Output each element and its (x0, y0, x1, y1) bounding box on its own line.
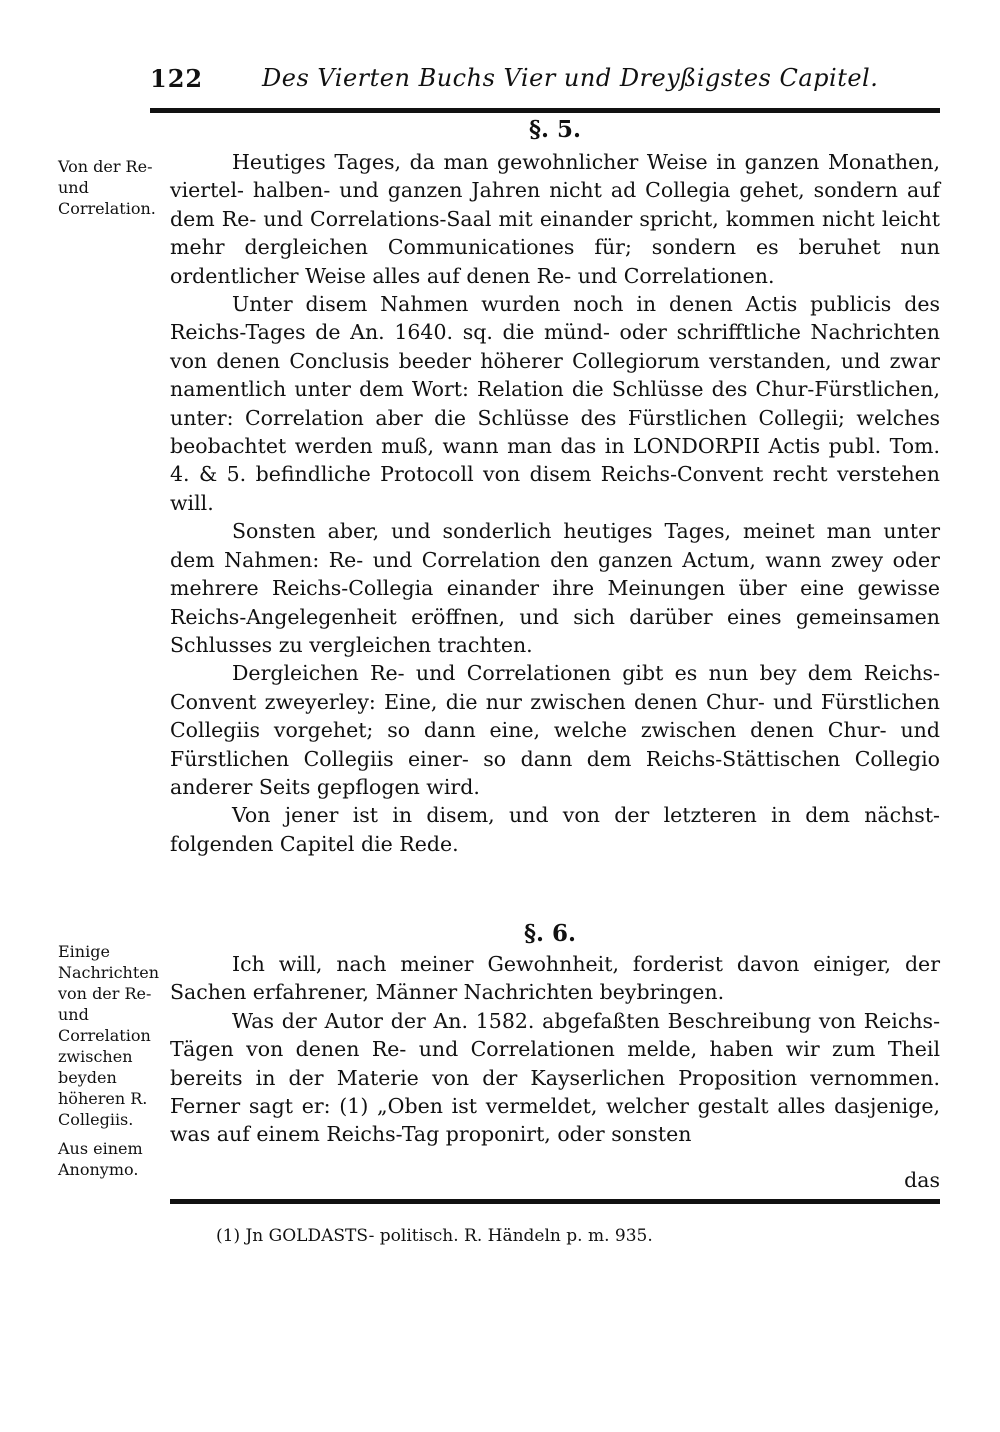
margin-note-section-5: Von der Re- und Correlation. (58, 157, 156, 218)
page-number: 122 (150, 64, 204, 93)
section-mark-5: §. 5. (528, 116, 582, 143)
section-5-text (170, 148, 940, 858)
paragraph: Ich will, nach meiner Gewohnheit, forderist davon einiger, der Sachen erfahrener, Männer Nachrichten beybringen. (170, 952, 940, 1005)
paragraph: Was der Autor der An. 1582. abgefaßten Beschreibung von Reichs-Tägen von denen Re- und Correlationen melde, haben wir zum Theil bereits in der Materie von der Kayserlichen Proposition vernommen. Ferner sagt er: (1) „Oben ist vermeldet, welcher gestalt alles dasjenige, was auf einem Reichs-Tag proponirt, oder sonsten (170, 1008, 940, 1147)
section-mark-6: §. 6. (523, 920, 577, 947)
header-rule (150, 108, 940, 113)
running-title: Des Vierten Buchs Vier und Dreyßigstes Capitel. (262, 64, 879, 92)
paragraph: Sonsten aber, und sonderlich heutiges Tages, meinet man unter dem Nahmen: Re- und Correlation den ganzen Actum, wann zwey oder mehrere Reichs-Collegia einander ihre Meinungen über eine gewisse Reichs-Angelegenheit eröffnen, und sich darüber eines gemeinsamen Schlusses zu vergleichen trachten. (170, 519, 940, 657)
margin-note-section-6 (58, 941, 166, 1180)
section-6-text (170, 950, 940, 1149)
footnote-rule (170, 1199, 940, 1204)
running-head (150, 62, 940, 102)
footnote: (1) Jn GOLDASTS- politisch. R. Händeln p. m. 935. (216, 1226, 653, 1246)
paragraph: Heutiges Tages, da man gewohnlicher Weise in ganzen Monathen, viertel- halben- und ganzen Jahren nicht ad Collegia gehet, sondern auf dem Re- und Correlations-Saal mit einander spricht, kommen nicht leicht mehr dergleichen Communicationes für; sondern es beruhet nun ordentlicher Weise alles auf denen Re- und Correlationen. (170, 150, 940, 288)
paragraph: Dergleichen Re- und Correlationen gibt es nun bey dem Reichs-Convent zweyerley: Eine, die nur zwischen denen Chur- und Fürstlichen Collegiis vorgehet; so dann eine, welche zwischen denen Chur- und Fürstlichen Collegiis einer- so dann dem Reichs-Stättischen Collegio anderer Seits gepflogen wird. (170, 661, 940, 799)
margin-note-source: Aus einem Anonymo. (58, 1139, 143, 1179)
paragraph: Unter disem Nahmen wurden noch in denen Actis publicis des Reichs-Tages de An. 1640. sq. die münd- oder schrifftliche Nachrichten von denen Conclusis beeder höherer Collegiorum verstanden, und zwar namentlich unter dem Wort: Relation die Schlüsse des Chur-Fürstlichen, unter: Correlation aber die Schlüsse des Fürstlichen Collegii; welches beobachtet werden muß, wann man das in LONDORPII Actis publ. Tom. 4. & 5. befindliche Protocoll von disem Reichs-Convent recht verstehen will. (170, 292, 940, 515)
catchword: das (904, 1168, 940, 1192)
paragraph: Von jener ist in disem, und von der letzteren in dem nächst-folgenden Capitel die Rede. (170, 803, 940, 856)
margin-note-text: Einige Nachrichten von der Re- und Correlation zwischen beyden höheren R. Collegiis. (58, 942, 160, 1129)
